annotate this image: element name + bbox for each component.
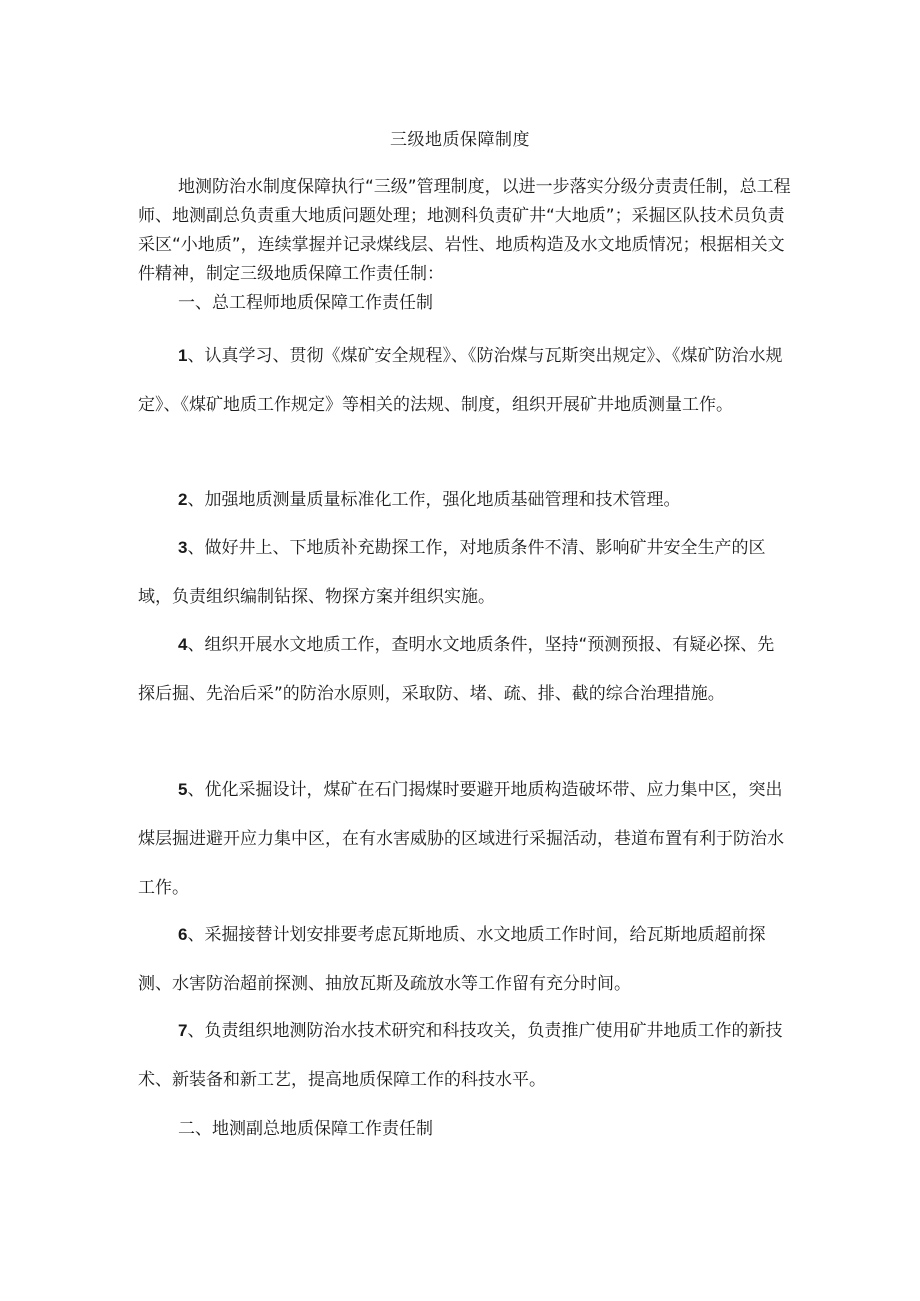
- item-number: 6: [178, 925, 188, 944]
- list-item-3: [138, 523, 790, 622]
- item-number: 4: [178, 635, 188, 654]
- section-heading-2: 二、地测副总地质保障工作责任制: [178, 1119, 433, 1139]
- item-number: 7: [178, 1021, 188, 1040]
- item-text: 、采掘接替计划安排要考虑瓦斯地质、水文地质工作时间，给瓦斯地质超前探测、水害防治超前探测、抽放瓦斯及疏放水等工作留有充分时间。: [138, 925, 766, 994]
- list-item-2: [138, 475, 790, 525]
- item-number: 5: [178, 780, 188, 799]
- item-text: 、做好井上、下地质补充勘探工作，对地质条件不清、影响矿井安全生产的区域，负责组织编制钻探、物探方案并组织实施。: [138, 538, 766, 607]
- list-item-1: [138, 331, 790, 430]
- item-text: 、优化采掘设计，煤矿在石门揭煤时要避开地质构造破坏带、应力集中区，突出煤层掘进避开应力集中区，在有水害威胁的区域进行采掘活动，巷道布置有利于防治水工作。: [138, 780, 784, 898]
- section-heading-1: 一、总工程师地质保障工作责任制: [178, 293, 433, 313]
- item-text: 、组织开展水文地质工作，查明水文地质条件，坚持“预测预报、有疑必探、先探后掘、先治后采”的防治水原则，采取防、堵、疏、排、截的综合治理措施。: [138, 635, 775, 704]
- list-item-5: [138, 765, 790, 913]
- list-item-7: [138, 1006, 790, 1105]
- item-number: 1: [178, 346, 188, 365]
- item-number: 3: [178, 538, 188, 557]
- list-item-4: [138, 620, 790, 719]
- item-text: 、负责组织地测防治水技术研究和科技攻关，负责推广使用矿井地质工作的新技术、新装备和新工艺，提高地质保障工作的科技水平。: [138, 1021, 783, 1090]
- document-title: 三级地质保障制度: [390, 130, 530, 150]
- item-text: 、认真学习、贯彻《煤矿安全规程》、《防治煤与瓦斯突出规定》、《煤矿防治水规定》、《煤矿地质工作规定》等相关的法规、制度，组织开展矿井地质测量工作。: [138, 346, 783, 415]
- item-number: 2: [178, 490, 188, 509]
- list-item-6: [138, 910, 790, 1009]
- item-text: 、加强地质测量质量标准化工作，强化地质基础管理和技术管理。: [187, 490, 681, 510]
- intro-paragraph: 地测防治水制度保障执行“三级”管理制度，以进一步落实分级分责责任制，总工程师、地测副总负责重大地质问题处理；地测科负责矿井“大地质”；采掘区队技术员负责采区“小地质”，连续掌握并记录煤线层、岩性、地质构造及水文地质情况；根据相关文件精神，制定三级地质保障工作责任制：: [138, 177, 791, 284]
